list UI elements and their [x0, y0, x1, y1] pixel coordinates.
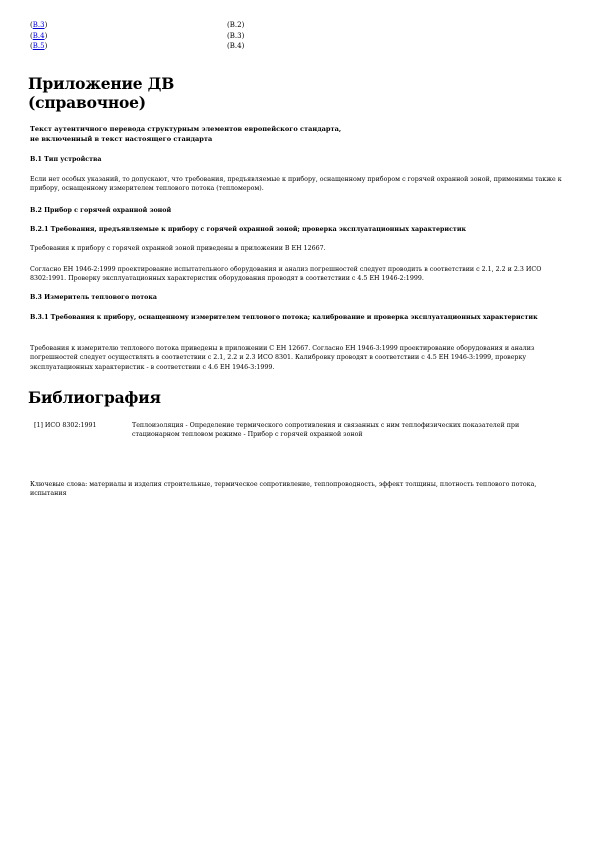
bibliography-text: Теплоизоляция - Определение термического сопротивления и связанных с ним теплофизических показателей при стационарном тепловом режиме - Прибор с горячей охранной зоной: [132, 422, 520, 439]
clause-link[interactable]: В.5: [32, 42, 45, 50]
section-b21-text1: Требования к прибору с горячей охранной зоной приведены в приложении В ЕН 12667.: [30, 245, 326, 252]
mapping-row: (В.5) (В.4): [30, 42, 245, 50]
clause-ref: В.3: [229, 31, 242, 40]
clause-mapping-table: [30, 20, 330, 52]
appendix-note: Текст аутентичного перевода структурным элементов европейского стандарта, не включенный в текст настоящего стандарта: [30, 125, 342, 143]
clause-link[interactable]: В.3: [32, 21, 45, 29]
bibliography-title: Библиография: [28, 388, 161, 407]
section-b21-text2: Согласно ЕН 1946-2:1999 проектирование испытательного оборудования и анализ погрешностей следует проводить в соответствии с 2.1, 2.2 и 2.3 ИСО 8302:1991. Проверку эксплуатационных характеристик оборудования проводят в соответствии с 4.5 ЕН 1946-2:1999.: [30, 266, 542, 283]
clause-ref: В.2: [229, 21, 242, 29]
mapping-row: (В.4) (В.3): [30, 31, 245, 40]
section-b21-heading: В.2.1 Требования, предъявляемые к прибору с горячей охранной зоной; проверка эксплуатационных характеристик: [30, 226, 467, 233]
keywords: Ключевые слова: материалы и изделия строительные, термическое сопротивление, теплопроводность, эффект толщины, плотность теплового потока, испытания: [30, 481, 537, 498]
section-b3-heading: В.3 Измеритель теплового потока: [30, 294, 157, 301]
appendix-title: Приложение ДВ (справочное): [28, 74, 175, 112]
clause-ref: В.4: [229, 42, 242, 50]
bibliography-ref: [1] ИСО 8302:1991: [34, 422, 97, 429]
section-b31-heading: В.3.1 Требования к прибору, оснащенному измерителем теплового потока; калибрование и проверка эксплуатационных характеристик: [30, 314, 538, 321]
section-b1-heading: В.1 Тип устройства: [30, 156, 102, 163]
mapping-row: (В.3) (В.2): [30, 21, 245, 29]
section-b2-heading: В.2 Прибор с горячей охранной зоной: [30, 207, 172, 214]
clause-link[interactable]: В.4: [32, 31, 45, 40]
section-b31-text: Требования к измерителю теплового потока приведены в приложении С ЕН 12667. Согласно ЕН 1946-3:1999 проектирование оборудования и анализ погрешностей следует осуществлять в соответствии с 2.1, 2.2 и 2.3 ИСО 8301. Калибровку проводят в соответствии с 4.5 ЕН 1946-3:1999, проверку эксплуатационных характеристик - в соответствии с 4.6 ЕН 1946-3:1999.: [30, 345, 535, 371]
bibliography-entry: [34, 421, 564, 440]
section-b1-text: Если нет особых указаний, то допускают, что требования, предъявляемые к прибору, оснащенному прибором с горячей охранной зоной, применимы также к прибору, оснащенному измерителем теплового потока (тепломером).: [30, 176, 562, 193]
